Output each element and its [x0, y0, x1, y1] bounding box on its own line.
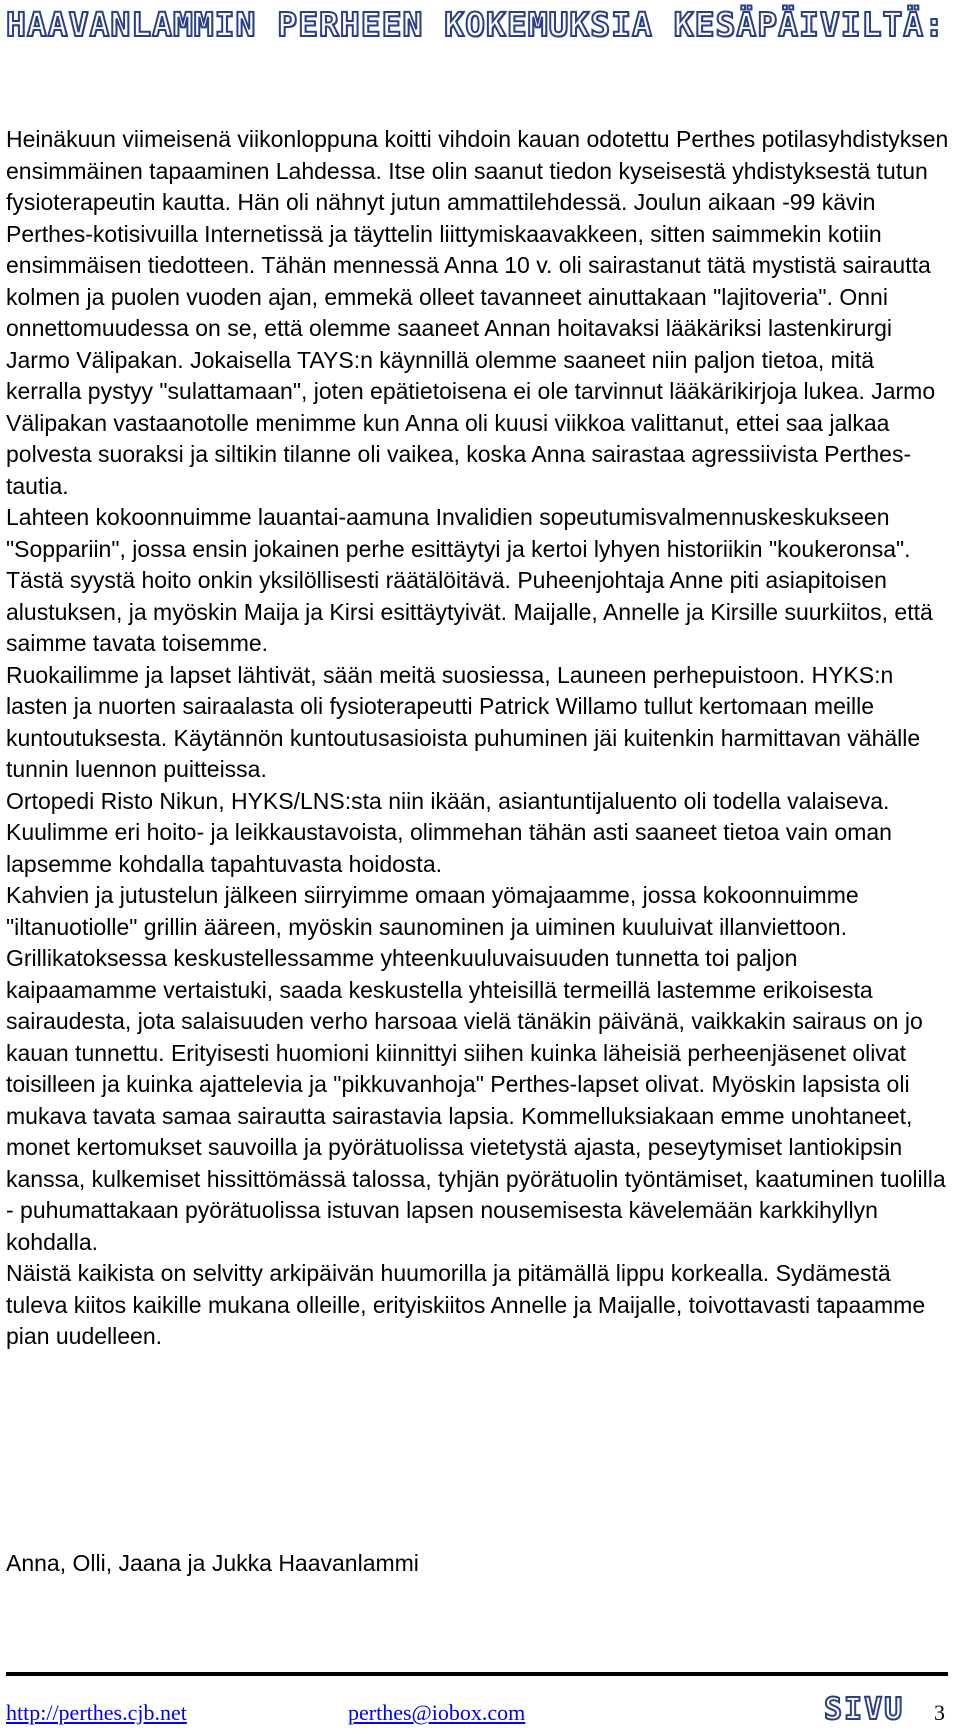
paragraph-5: Kahvien ja jutustelun jälkeen siirryimme omaan yömajaamme, jossa kokoonnuimme "iltanuotiolle" grillin ääreen, myöskin saunominen ja uiminen kuuluivat illanviettoon. — [6, 882, 859, 940]
paragraph-7: Näistä kaikista on selvitty arkipäivän huumorilla ja pitämällä lippu korkealla. Sydämestä tuleva kiitos kaikille mukana olleille, erityiskiitos Annelle ja Maijalle, toivottavasti tapaamme pian uudelleen. — [6, 1260, 926, 1349]
paragraph-6: Grillikatoksessa keskustellessamme yhteenkuuluvaisuuden tunnetta toi paljon kaipaamamme vertaistuki, saada keskustella yhteisillä termeillä lastemme erikoisesta sairaudesta, jota salaisuuden verho harsoaa vielä tänäkin päivänä, vaikkakin sairaus on jo kauan tunnettu. Erityisesti huomioni kiinnittyi siihen kuinka läheisiä perheenjäsenet olivat toisilleen ja kuinka ajattelevia ja "pikkuvanhoja" Perthes-lapset olivat. Myöskin lapsista oli mukava tavata samaa sairautta sairastavia lapsia. Kommelluksiakaan emme unohtaneet, monet kertomukset sauvoilla ja pyörätuolissa vietetystä ajasta, peseytymiset lantiokipsin kanssa, kulkemiset hissittömässä talossa, tyhjän pyörätuolin työntämiset, kaatuminen tuolilla - puhumattakaan pyörätuolissa istuvan lapsen nousemisesta kävelemään karkkihyllyn kohdalla. — [6, 945, 946, 1255]
page-footer — [6, 1692, 956, 1732]
email-link[interactable]: perthes@iobox.com — [348, 1700, 526, 1725]
signature: Anna, Olli, Jaana ja Jukka Haavanlammi — [6, 1550, 419, 1576]
paragraph-4: Ortopedi Risto Nikun, HYKS/LNS:sta niin ikään, asiantuntijaluento oli todella valaiseva. Kuulimme eri hoito- ja leikkaustavoista, olimmehan tähän asti saaneet tietoa vain oman lapsemme kohdalla tapahtuvasta hoidosta. — [6, 787, 892, 877]
paragraph-1: Heinäkuun viimeisenä viikonloppuna koitti vihdoin kauan odotettu Perthes potilasyhdistyksen ensimmäinen tapaaminen Lahdessa. Itse olin saanut tiedon kyseisestä yhdistyksestä tutun fysioterapeutin kautta. Hän oli nähnyt jutun ammattilehdessä. Joulun aikaan -99 kävin Perthes-kotisivuilla Internetissä ja täyttelin liittymiskaavakkeen, sitten saimmekin kotiin ensimmäisen tiedotteen. Tähän mennessä Anna 10 v. oli sairastanut tätä mystistä sairautta kolmen ja puolen vuoden ajan, emmekä olleet tavanneet ainuttakaan "lajitoveria". Onni onnettomuudessa on se, että olemme saaneet Annan hoitavaksi lääkäriksi lastenkirurgi Jarmo Välipakan. Jokaisella TAYS:n käynnillä olemme saaneet niin paljon tietoa, mitä kerralla pystyy "sulattamaan", joten epätietoisena ei ole tarvinnut lääkärikirjoja lukea. Jarmo Välipakan vastaanotolle menimme kun Anna oli kuusi viikkoa valittanut, ettei saa jalkaa polvesta suoraksi ja siltikin tilanne oli vaikea, koska Anna sairastaa agressiivista Perthes-tautia. — [6, 126, 949, 499]
website-link[interactable]: http://perthes.cjb.net — [6, 1700, 187, 1725]
page-title: HAAVANLAMMIN PERHEEN KOKEMUKSIA KESÄPÄIVILTÄ: — [6, 5, 946, 44]
page-label: SIVU — [824, 1692, 905, 1727]
article-body — [6, 124, 954, 1353]
paragraph-3: Ruokailimme ja lapset lähtivät, sään meitä suosiessa, Launeen perhepuistoon. HYKS:n lasten ja nuorten sairaalasta oli fysioterapeutti Patrick Willamo tullut kertomaan meille kuntoutuksesta. Käytännön kuntoutusasioista puhuminen jäi kuitenkin harmittavan vähälle tunnin luennon puitteissa. — [6, 661, 921, 782]
page-number: 3 — [934, 1700, 945, 1725]
paragraph-2: Lahteen kokoonnuimme lauantai-aamuna Invalidien sopeutumisvalmennuskeskukseen "Soppariin", jossa ensin jokainen perhe esittäytyi ja kertoi lyhyen historiikin "koukeronsa". Tästä syystä hoito onkin yksilöllisesti räätälöitävä. Puheenjohtaja Anne piti asiapitoisen alustuksen, ja myöskin Maija ja Kirsi esittäytyivät. Maijalle, Annelle ja Kirsille suurkiitos, että saimme tavata toisemme. — [6, 504, 933, 656]
footer-divider — [6, 1672, 948, 1676]
